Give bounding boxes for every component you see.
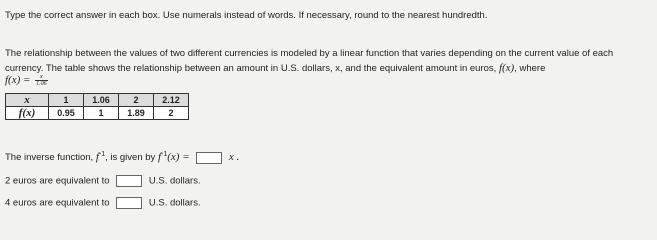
q1-prefix: 2 euros are equivalent to [5, 175, 110, 187]
description-line-2-text: currency. The table shows the relationship between an amount in U.S. dollars, x, and the equivalent amount in euros, [5, 63, 497, 74]
values-table [5, 93, 189, 120]
function-fraction [35, 74, 48, 87]
table-cell: 2 [154, 107, 189, 120]
inverse-expr-rest: (x) = [167, 151, 190, 164]
function-lhs: f(x) = [5, 74, 31, 87]
inverse-expr-f: f [157, 151, 161, 164]
inverse-expr-sup: -1 [161, 151, 168, 158]
function-denominator: 1.06 [36, 81, 47, 87]
table-cell: 1.89 [119, 107, 154, 120]
question-4-euros [5, 197, 201, 209]
table-cell: 1 [49, 94, 84, 107]
inverse-mid: , is given by [105, 152, 156, 164]
description-fx: f(x) [498, 62, 515, 74]
table-cell: 1.06 [84, 94, 119, 107]
table-cell: 2.12 [154, 94, 189, 107]
function-definition [5, 74, 48, 87]
question-2-euros [5, 175, 201, 187]
inverse-sup: -1 [98, 151, 106, 158]
table-cell: 2 [119, 94, 154, 107]
q2-answer-input[interactable] [116, 197, 142, 209]
inverse-prefix: The inverse function, [5, 152, 94, 164]
q2-prefix: 4 euros are equivalent to [5, 197, 110, 209]
table-header-x: x [6, 94, 49, 107]
table-row-fx [6, 107, 189, 120]
table-cell: 0.95 [49, 107, 84, 120]
table-row-x [6, 94, 189, 107]
function-numerator: x [35, 74, 48, 81]
q2-suffix: U.S. dollars. [148, 197, 201, 209]
q1-answer-input[interactable] [116, 175, 142, 187]
description-where: , where [514, 63, 546, 74]
inverse-f: f [95, 151, 99, 164]
q1-suffix: U.S. dollars. [148, 175, 201, 187]
inverse-function-line [5, 151, 239, 164]
table-header-fx: f(x) [6, 107, 49, 120]
inverse-suffix: x . [228, 151, 240, 164]
description-line-1: The relationship between the values of two different currencies is modeled by a linear function that varies depending on the current value of each [5, 48, 614, 59]
table-cell: 1 [84, 107, 119, 120]
inverse-coefficient-input[interactable] [196, 152, 222, 164]
description-line-2 [5, 62, 545, 74]
instructions-text: Type the correct answer in each box. Use numerals instead of words. If necessary, round to the nearest hundredth. [5, 10, 488, 21]
